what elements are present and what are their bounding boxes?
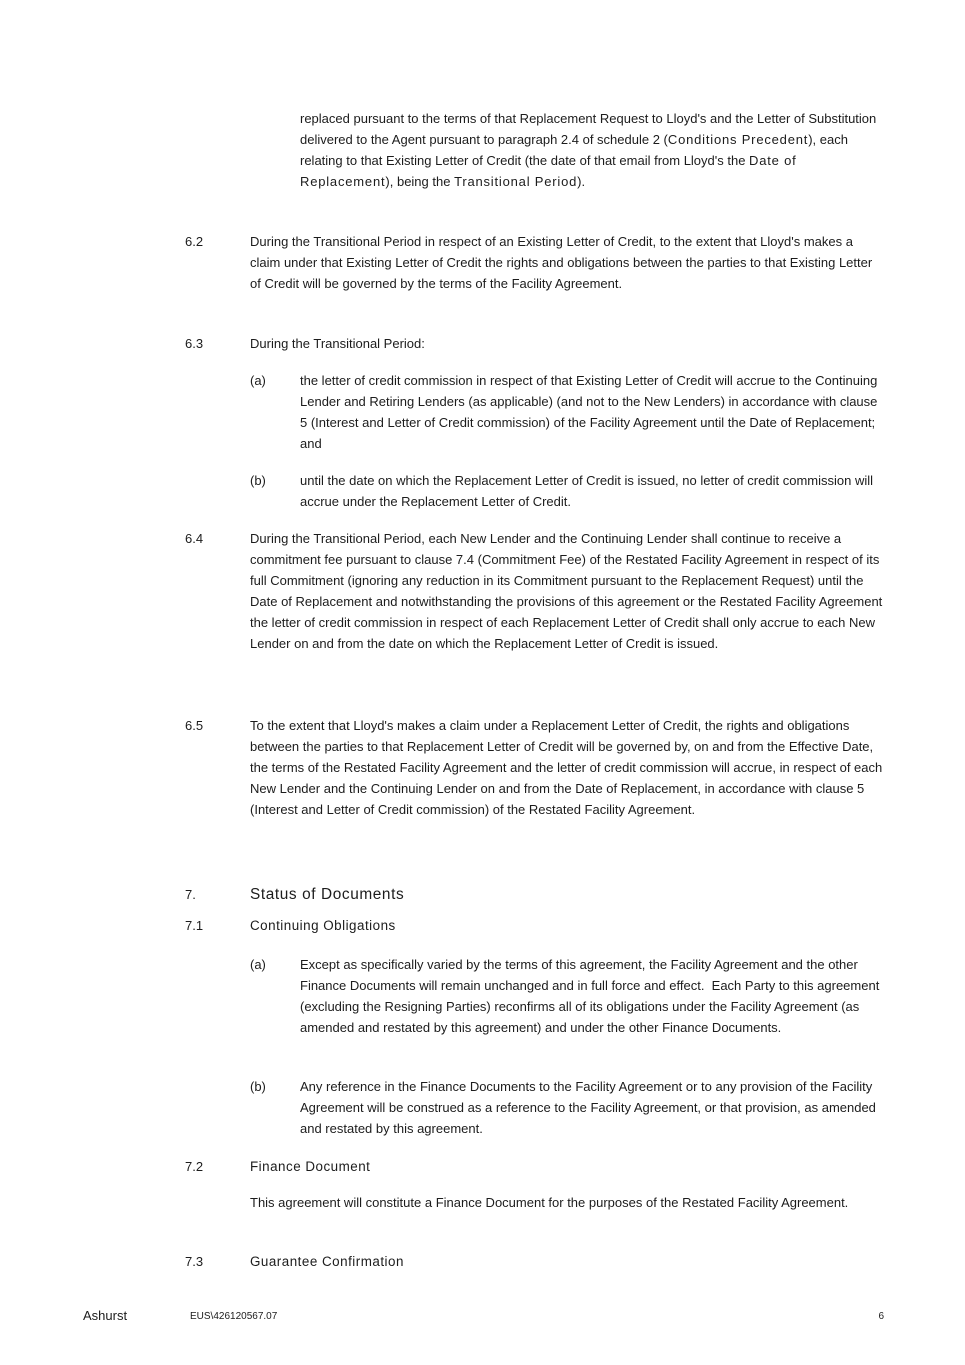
subclause-label: (a) [250,957,266,972]
subclause-6-3-b [0,470,965,512]
document-reference: EUS\426120567.07 [190,1311,278,1322]
subclause-7-1-b [0,1076,965,1139]
defined-term-date-of-replacement: Date of Replacement [300,153,801,189]
section-7-1-heading [0,915,965,936]
heading-title: Finance Document [250,1159,371,1174]
clause-text: This agreement will constitute a Finance Document for the purposes of the Restated Facility Agreement. [250,1195,849,1210]
clause-7-2-paragraph [0,1192,965,1213]
heading-number: 7. [185,887,196,902]
firm-name: Ashurst [83,1308,128,1323]
subclause-7-1-a [0,954,965,1038]
heading-number: 7.3 [185,1254,204,1269]
paragraph-segment: ). [577,174,586,189]
paragraph-segment: ), each relating to that Existing Letter of Credit (the date of that email from Lloyd's the [300,132,852,168]
clause-6-5 [0,715,965,820]
heading-title: Guarantee Confirmation [250,1254,404,1269]
clause-number: 6.5 [185,718,204,733]
subclause-label: (b) [250,473,266,488]
paragraph-text [300,108,880,192]
clause-6-4 [0,528,965,654]
section-7-2-heading [0,1156,965,1177]
subclause-label: (b) [250,1079,266,1094]
heading-title: Continuing Obligations [250,918,396,933]
clause-text: During the Transitional Period, each New Lender and the Continuing Lender shall continue to receive a commitment fee pursuant to clause 7.4 (Commitment Fee) of the Restated Facility Agreement in respect of its full Commitment (ignoring any reduction in its Commitment pursuant to the Replacement Request) until the Date of Replacement and notwithstanding the provisions of this agreement or the Restated Facility Agreement the letter of credit commission in respect of each Replacement Letter of Credit shall only accrue to each New Lender on and from the date on which the Replacement Letter of Credit is issued. [250,531,886,651]
clause-6-3 [0,333,965,354]
clause-number: 6.2 [185,234,204,249]
heading-number: 7.2 [185,1159,204,1174]
clause-text: To the extent that Lloyd's makes a claim under a Replacement Letter of Credit, the rights and obligations between the parties to that Replacement Letter of Credit will be governed by, on and from the Effective Date, the terms of the Restated Facility Agreement and the letter of credit commission will accrue, in respect of each New Lender and the Continuing Lender on and from the Date of Replacement, in accordance with clause 5 (Interest and Letter of Credit commission) of the Restated Facility Agreement. [250,718,886,817]
defined-term-transitional-period: Transitional Period [454,174,578,189]
subclause-text: until the date on which the Replacement Letter of Credit is issued, no letter of credit commission will accrue under the Replacement Letter of Credit. [300,473,877,509]
subclause-text: Any reference in the Finance Documents to the Facility Agreement or to any provision of the Facility Agreement will be construed as a reference to the Facility Agreement, or that provision, as amended and restated by this agreement. [300,1079,880,1136]
clause-number: 6.4 [185,531,204,546]
section-7-3-heading [0,1251,965,1272]
section-7-heading [0,884,965,905]
page-number: 6 [878,1311,884,1322]
defined-term-conditions-precedent: Conditions Precedent [667,132,809,147]
heading-number: 7.1 [185,918,204,933]
clause-number: 6.3 [185,336,204,351]
intro-continuation-paragraph [0,108,965,192]
clause-text: During the Transitional Period in respect of an Existing Letter of Credit, to the extent that Lloyd's makes a claim under that Existing Letter of Credit the rights and obligations between the parties to that Existing Letter of Credit will be governed by the terms of the Facility Agreement. [250,234,876,291]
clause-text: During the Transitional Period: [250,336,425,351]
subclause-label: (a) [250,373,266,388]
subclause-text: the letter of credit commission in respect of that Existing Letter of Credit will accrue to the Continuing Lender and Retiring Lenders (as applicable) (and not to the New Lenders) in accordance with clause 5 (Interest and Letter of Credit commission) of the Facility Agreement until the Date of Replacement; and [300,373,882,451]
heading-title: Status of Documents [250,886,405,903]
subclause-6-3-a [0,370,965,454]
clause-6-2 [0,231,965,294]
paragraph-segment: replaced pursuant to the terms of that Replacement Request to Lloyd's and the Letter of Substitution delivered to the Agent pursuant to paragraph 2.4 of schedule 2 ( [300,111,880,147]
subclause-text: Except as specifically varied by the terms of this agreement, the Facility Agreement and the other Finance Documents will remain unchanged and in full force and effect. Each Party to this agreement (excluding the Resigning Parties) reconfirms all of its obligations under the Facility Agreement (as amended and restated by this agreement) and under the other Finance Documents. [300,957,883,1035]
paragraph-segment: ), being the [385,174,455,189]
